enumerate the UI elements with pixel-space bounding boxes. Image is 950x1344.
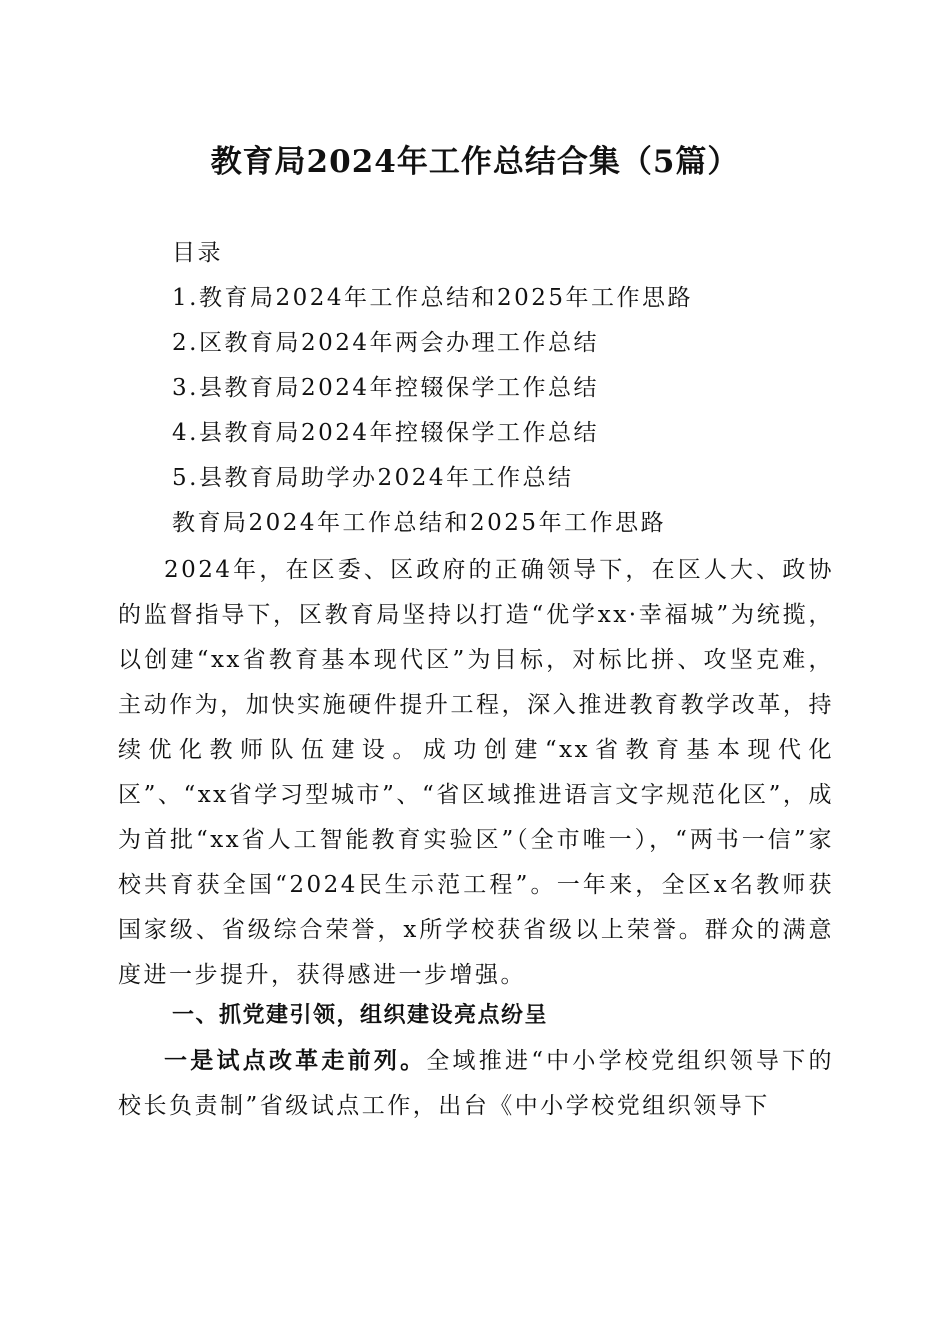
toc-item: 1.教育局2024年工作总结和2025年工作思路 — [172, 285, 694, 311]
intro-paragraph: 2024年，在区委、区政府的正确领导下，在区人大、政协的监督指导下，区教育局坚持以打造“优学xx·幸福城”为统揽，以创建“xx省教育基本现代区”为目标，对标比拼、攻坚克难，主动作为，加快实施硬件提升工程，深入推进教育教学改革，持续优化教师队伍建设。成功创建“xx省教育基本现代化区”、“xx省学习型城市”、“省区域推进语言文字规范化区”，成为首批“xx省人工智能教育实验区”（全市唯一），“两书一信”家校共育获全国“2024民生示范工程”。一年来，全区x名教师获国家级、省级综合荣誉，x所学校获省级以上荣誉。群众的满意度进一步提升，获得感进一步增强。 — [118, 557, 834, 988]
table-of-contents — [172, 234, 872, 549]
toc-item: 3.县教育局2024年控辍保学工作总结 — [172, 375, 599, 401]
toc-heading: 目录 — [172, 240, 223, 266]
section-heading: 一、抓党建引领，组织建设亮点纷呈 — [172, 1003, 549, 1028]
paragraph-lead: 一是试点改革走前列。 — [164, 1047, 427, 1074]
paragraph-text: 全域推进“中小学校党组织领导下的校长负责制”省级试点工作，出台《中小学校党组织领导下 — [118, 1048, 834, 1119]
toc-item: 4.县教育局2024年控辍保学工作总结 — [172, 420, 599, 446]
document-title: 教育局2024年工作总结合集（5篇） — [210, 144, 740, 180]
article-title: 教育局2024年工作总结和2025年工作思路 — [172, 510, 667, 536]
toc-item: 2.区教育局2024年两会办理工作总结 — [172, 330, 599, 356]
toc-item: 5.县教育局助学办2024年工作总结 — [172, 465, 574, 491]
section-paragraph — [118, 1038, 834, 1129]
